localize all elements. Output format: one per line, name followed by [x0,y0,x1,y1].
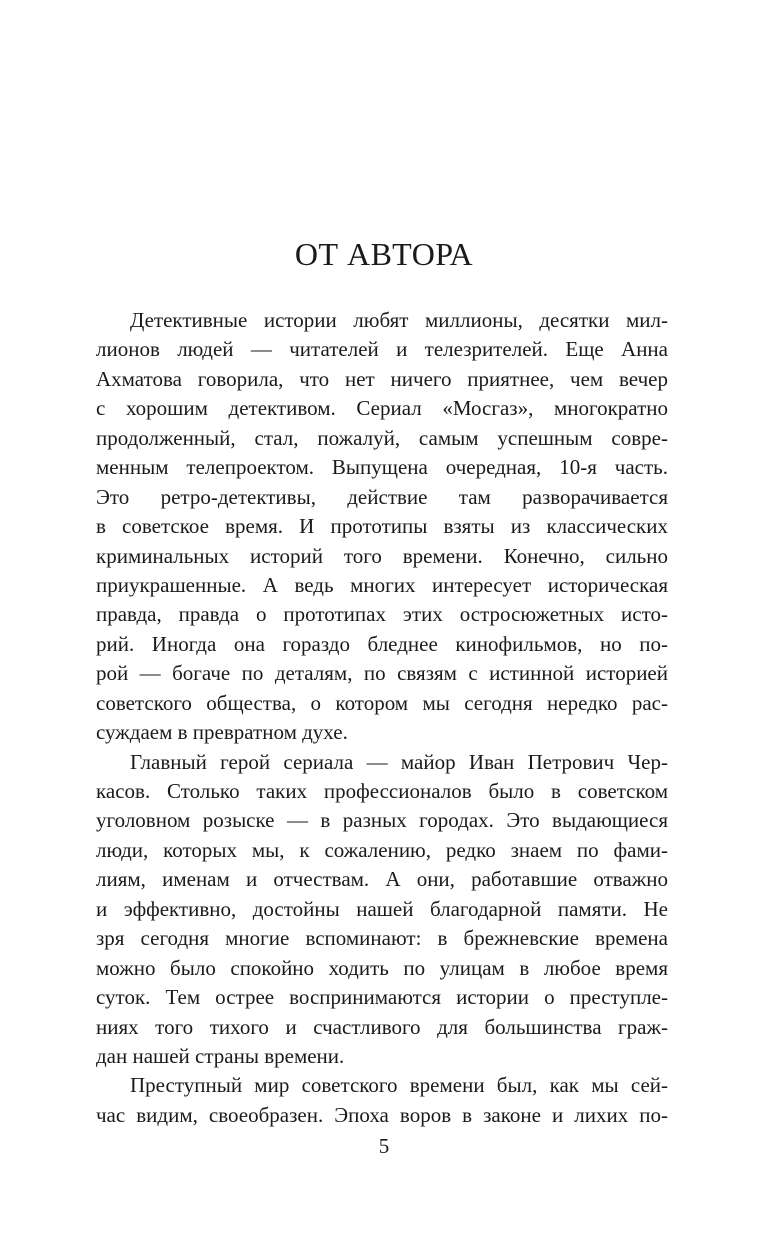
text-line: лионов людей — читателей и телезрителей. Еще Анна [96,337,668,362]
text-line: криминальных историй того времени. Конечно, сильно [96,543,668,568]
text-line: можно было спокойно ходить по улицам в любое время [96,955,668,980]
text-line: Детективные истории любят миллионы, десятки мил- [130,308,668,332]
text-line: продолженный, стал, пожалуй, самым успешным совре- [96,425,668,450]
text-line: уголовном розыске — в разных городах. Это выдающиеся [96,808,668,833]
text-line: рий. Иногда она гораздо бледнее кинофильмов, но по- [96,631,668,656]
text-line: в советское время. И прототипы взяты из классических [96,514,668,539]
chapter-body [96,306,668,1130]
text-line: Это ретро-детективы, действие там разворачивается [96,484,668,509]
text-line: и эффективно, достойны нашей благодарной памяти. Не [96,896,668,921]
text-line: ниях того тихого и счастливого для большинства граж- [96,1014,668,1039]
text-line: зря сегодня многие вспоминают: в брежневские времена [96,926,668,951]
text-line: суждаем в превратном духе. [96,720,348,745]
text-line: Ахматова говорила, что нет ничего приятнее, чем вечер [96,366,668,391]
text-line: лиям, именам и отчествам. А они, работавшие отважно [96,867,668,892]
text-line: с хорошим детективом. Сериал «Мосгаз», многократно [96,396,668,421]
text-line: правда, правда о прототипах этих остросюжетных исто- [96,602,668,627]
text-line: менным телепроектом. Выпущена очередная, 10-я часть. [96,455,668,480]
text-line: люди, которых мы, к сожалению, редко знаем по фами- [96,837,668,862]
text-line: приукрашенные. А ведь многих интересует историческая [96,572,668,597]
text-line: советского общества, о котором мы сегодня нередко рас- [96,690,668,715]
page-number: 5 [378,1134,390,1158]
text-line: суток. Тем острее воспринимаются истории о преступле- [96,985,668,1010]
text-line: Преступный мир советского времени был, как мы сей- [130,1073,668,1098]
text-line: касов. Столько таких профессионалов было в советском [96,779,668,803]
text-line: дан нашей страны времени. [96,1043,345,1068]
text-line: час видим, своеобразен. Эпоха воров в законе и лихих по- [96,1102,668,1127]
chapter-title: ОТ АВТОРА [294,236,474,272]
text-line: рой — богаче по деталям, по связям с истинной историей [96,661,668,686]
text-line: Главный герой сериала — майор Иван Петрович Чер- [130,749,668,774]
